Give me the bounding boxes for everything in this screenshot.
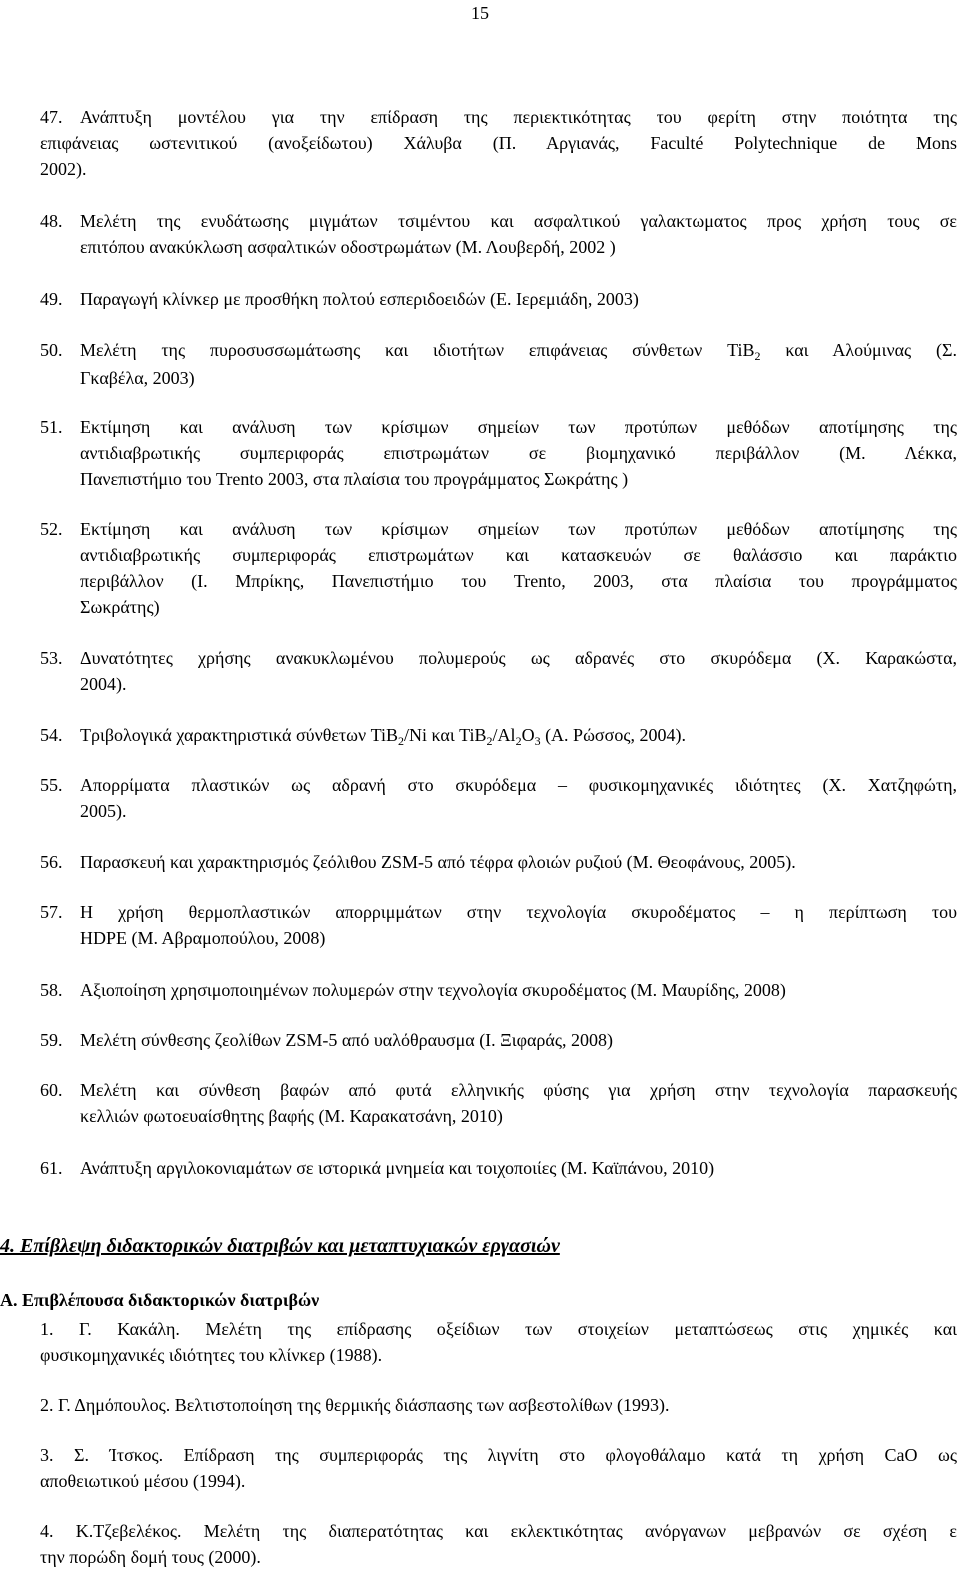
list-item [40, 722, 957, 750]
item-text-line: 2002). [40, 159, 87, 179]
list-item [40, 286, 957, 312]
list-item [40, 645, 957, 697]
list-item [40, 1155, 957, 1181]
item-text: /Ni και TiB [403, 725, 487, 745]
item-text: Γ. Κακάλη. Μελέτη της επίδρασης οξείδιων των στοιχείων μεταπτώσεως στις χημικές και [79, 1319, 957, 1339]
item-text-line [40, 1518, 957, 1544]
subscript: 2 [754, 349, 761, 363]
item-text-line [80, 722, 957, 750]
list-item [40, 1392, 957, 1418]
item-text-line: Πανεπιστήμιο του Trento 2003, στα πλαίσια του προγράμματος Σωκράτης ) [80, 469, 629, 489]
item-number: 48. [40, 211, 63, 231]
item-text-line [40, 1316, 957, 1342]
item-text-line: Ανάπτυξη μοντέλου για την επίδραση της περιεκτικότητας του φερίτη στην ποιότητα της [80, 107, 957, 127]
list-item [40, 977, 957, 1003]
subscript: 2 [486, 734, 493, 748]
item-number: 51. [40, 417, 63, 437]
list-item [40, 516, 957, 620]
item-text-line [80, 337, 957, 365]
item-number: 56. [40, 852, 63, 872]
item-number: 2. [40, 1395, 54, 1415]
item-number: 52. [40, 519, 63, 539]
item-text-line: Η χρήση θερμοπλαστικών απορριμμάτων στην τεχνολογία σκυροδέματος – η περίπτωση του [80, 902, 957, 922]
item-text: και Αλούμινας (Σ. [760, 340, 957, 360]
list-item [40, 104, 957, 182]
list-item [40, 1518, 957, 1570]
item-text-line: Παραγωγή κλίνκερ με προσθήκη πολτού εσπεριδοειδών (Ε. Ιερεμιάδη, 2003) [80, 289, 639, 309]
list-item [40, 899, 957, 951]
list-item [40, 414, 957, 492]
subscript: 3 [534, 734, 541, 748]
item-text-line: κελλιών φωτοευαίσθητης βαφής (Μ. Καρακατσάνη, 2010) [80, 1106, 503, 1126]
item-number: 61. [40, 1158, 63, 1178]
item-text-line: επιφάνειας ωστενιτικού (ανοξείδωτου) Χάλυβα (Π. Αργιανάς, Faculté Polytechnique de Mons [40, 133, 957, 153]
list-item [40, 849, 957, 875]
item-text-line: Σωκράτης) [80, 597, 160, 617]
item-text: Μελέτη της πυροσυσσωμάτωσης και ιδιοτήτων επιφάνειας σύνθετων TiB [80, 340, 755, 360]
list-item [40, 772, 957, 824]
item-text-line: περιβάλλον (Ι. Μπρίκης, Πανεπιστήμιο του Trento, 2003, στα πλαίσια του προγράμματος [80, 571, 957, 591]
item-text-line: Γκαβέλα, 2003) [80, 368, 195, 388]
item-text-line: 2005). [80, 801, 127, 821]
item-text-line: Αξιοποίηση χρησιμοποιημένων πολυμερών στην τεχνολογία σκυροδέματος (Μ. Μαυρίδης, 2008) [80, 980, 786, 1000]
list-item [40, 1077, 957, 1129]
item-text: Τριβολογικά χαρακτηριστικά σύνθετων TiB [80, 725, 398, 745]
list-item [40, 208, 957, 260]
list-item [40, 1027, 957, 1053]
item-text-line [40, 1442, 957, 1468]
item-text-line: Παρασκευή και χαρακτηρισμός ζεόλιθου ZSM-5 από τέφρα φλοιών ρυζιού (Μ. Θεοφάνους, 2005). [80, 852, 796, 872]
item-text-line: Μελέτη σύνθεσης ζεολίθων ZSM-5 από υαλόθραυσμα (Ι. Ξιφαράς, 2008) [80, 1030, 613, 1050]
item-text-line: φυσικομηχανικές ιδιότητες του κλίνκερ (1988). [40, 1345, 383, 1365]
item-number: 57. [40, 902, 63, 922]
item-text: Κ.Τζεβελέκος. Μελέτη της διαπερατότητας και εκλεκτικότητας ανόργανων μεβρανών σε σχέση ε [75, 1521, 957, 1541]
item-text-line: την πορώδη δομή τους (2000). [40, 1547, 261, 1567]
item-text: /Al [492, 725, 516, 745]
item-number: 53. [40, 648, 63, 668]
section-heading: 4. Επίβλεψη διδακτορικών διατριβών και μεταπτυχιακών εργασιών [0, 1235, 560, 1257]
subscript: 2 [397, 734, 404, 748]
item-text-line: Δυνατότητες χρήσης ανακυκλωμένου πολυμερούς ως αδρανές στο σκυρόδεμα (Χ. Καρακώστα, [80, 648, 957, 668]
item-text-line: αποθειωτικού μέσου (1994). [40, 1471, 246, 1491]
item-text-line: Εκτίμηση και ανάλυση των κρίσιμων σημείων των προτύπων μεθόδων αποτίμησης της [80, 519, 957, 539]
item-text-line: 2004). [80, 674, 127, 694]
item-text-line: Εκτίμηση και ανάλυση των κρίσιμων σημείων των προτύπων μεθόδων αποτίμησης της [80, 417, 957, 437]
item-text-line: επιτόπου ανακύκλωση ασφαλτικών οδοστρωμάτων (Μ. Λουβερδή, 2002 ) [80, 237, 616, 257]
item-text-line: Μελέτη της ενυδάτωσης μιγμάτων τσιμέντου και ασφαλτικού γαλακτωματος προς χρήση τους σε [80, 211, 957, 231]
item-text: Σ. Ίτσκος. Επίδραση της συμπεριφοράς της λιγνίτη στο φλογοθάλαμο κατά τη χρήση CaO ως [74, 1445, 958, 1465]
item-number: 47. [40, 107, 63, 127]
item-text-line: Απορρίματα πλαστικών ως αδρανή στο σκυρόδεμα – φυσικομηχανικές ιδιότητες (Χ. Χατζηφώτη, [80, 775, 957, 795]
item-text-line: HDPE (Μ. Αβραμοπούλου, 2008) [80, 928, 326, 948]
item-number: 3. [40, 1445, 54, 1465]
item-text-line: αντιδιαβρωτικής συμπεριφοράς επιστρωμάτων και κατασκευών σε θαλάσσιο και παράκτιο [80, 545, 957, 565]
item-number: 1. [40, 1319, 54, 1339]
item-number: 49. [40, 289, 63, 309]
subsection-heading: Α. Επιβλέπουσα διδακτορικών διατριβών [0, 1290, 320, 1310]
item-text: (Α. Ρώσσος, 2004). [540, 725, 686, 745]
item-number: 4. [40, 1521, 54, 1541]
item-number: 59. [40, 1030, 63, 1050]
subscript: 2 [515, 734, 522, 748]
item-number: 50. [40, 340, 63, 360]
item-text-line: Ανάπτυξη αργιλοκονιαμάτων σε ιστορικά μνημεία και τοιχοποιίες (Μ. Καϊπάνου, 2010) [80, 1158, 715, 1178]
item-text: O [521, 725, 535, 745]
item-number: 60. [40, 1080, 63, 1100]
item-text: Γ. Δημόπουλος. Βελτιστοποίηση της θερμικής διάσπασης των ασβεστολίθων (1993). [58, 1395, 670, 1415]
item-text-line: Μελέτη και σύνθεση βαφών από φυτά ελληνικής φύσης για χρήση στην τεχνολογία παρασκευής [80, 1080, 957, 1100]
item-number: 55. [40, 775, 63, 795]
list-item [40, 1316, 957, 1368]
page-number: 15 [471, 3, 489, 23]
item-number: 58. [40, 980, 63, 1000]
item-text-line [40, 1392, 957, 1418]
list-item [40, 337, 957, 391]
list-item [40, 1442, 957, 1494]
item-number: 54. [40, 725, 63, 745]
item-text-line: αντιδιαβρωτικής συμπεριφοράς επιστρωμάτων σε βιομηχανικό περιβάλλον (Μ. Λέκκα, [80, 443, 957, 463]
